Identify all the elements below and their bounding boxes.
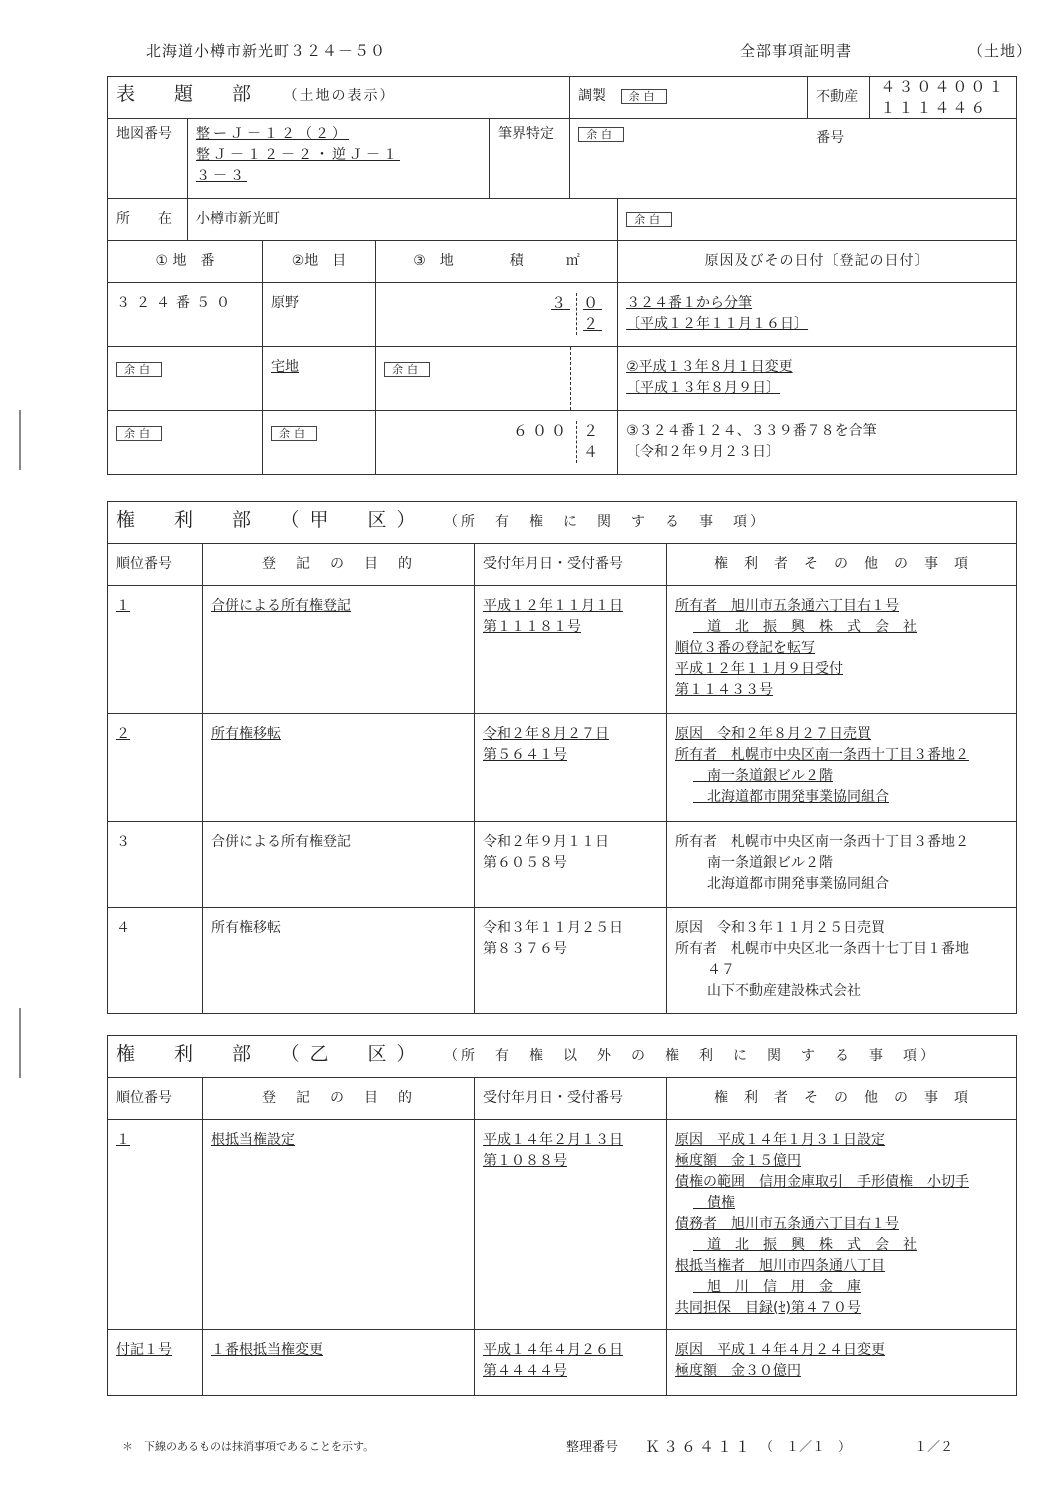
detail-line: 根抵当権者 旭川市四条通八丁目	[675, 1258, 885, 1274]
receipt-no: 第４４４４号	[483, 1363, 567, 1379]
footer-page: １／２	[914, 1440, 954, 1455]
footer-ref-label: 整理番号	[566, 1440, 619, 1455]
kouku-subtitle: （所 有 権 に 関 す る 事 項）	[443, 514, 767, 530]
detail-line: 山下不動産建設株式会社	[693, 983, 861, 999]
detail-line: 南一条道銀ビル２階	[693, 768, 833, 784]
kouku-row	[108, 586, 1017, 714]
otsuku-row	[108, 1120, 1017, 1330]
kouku-row	[108, 714, 1017, 822]
map-line: 整ーＪ－１２（２）	[196, 126, 349, 142]
detail-line: 債務者 旭川市五条通六丁目右１号	[675, 1216, 899, 1232]
receipt-date: 令和２年８月２７日	[483, 726, 609, 742]
rank: 付記１号	[108, 1330, 203, 1396]
realty-no-label: 不動産番号	[808, 77, 870, 118]
col-chiban: ① 地 番	[108, 241, 263, 283]
hyodai-row	[108, 347, 1017, 411]
area-dec: ２４	[576, 421, 617, 463]
location-label: 所 在	[108, 199, 188, 241]
col-rank: 順位番号	[108, 544, 203, 586]
map-label: 地図番号	[108, 119, 188, 199]
chimoku-box: 余白	[271, 426, 317, 441]
col-purpose: 登 記 の 目 的	[203, 1078, 475, 1120]
detail-line: 極度額 金１５億円	[675, 1153, 801, 1169]
col-chimoku: ②地 目	[263, 241, 376, 283]
receipt-date: 平成１４年４月２６日	[483, 1342, 623, 1358]
receipt-date: 令和２年９月１１日	[483, 834, 609, 850]
purpose: 所有権移転	[203, 714, 475, 822]
receipt-no: 第８３７６号	[483, 941, 567, 957]
detail-line: 道 北 振 興 株 式 会 社	[693, 619, 917, 635]
receipt-date: 平成１４年２月１３日	[483, 1132, 623, 1148]
detail-line: 所有者 札幌市中央区北一条西十七丁目１番地	[675, 941, 969, 957]
detail-line: 極度額 金３０億円	[675, 1363, 801, 1379]
realty-no: ４３０４００１１１１４４６	[880, 77, 1007, 117]
otsuku-table	[107, 1035, 1017, 1396]
rank: ４	[108, 908, 203, 1014]
purpose: 合併による所有権登記	[203, 586, 475, 714]
detail-line: 原因 令和３年１１月２５日売買	[675, 920, 885, 936]
col-receipt: 受付年月日・受付番号	[475, 544, 667, 586]
hyodai-table	[107, 76, 1017, 475]
col-details: 権 利 者 そ の 他 の 事 項	[667, 544, 1017, 586]
area-int: ３	[551, 294, 571, 312]
hyodai-row	[108, 283, 1017, 347]
otsuku-subtitle: （所 有 権 以 外 の 権 利 に 関 す る 事 項）	[443, 1048, 937, 1064]
location-box: 余白	[626, 212, 672, 227]
purpose: 合併による所有権登記	[203, 822, 475, 908]
location-value: 小樽市新光町	[188, 199, 618, 241]
col-area: ③ 地 積 ㎡	[376, 241, 618, 283]
header-doc-title: 全部事項証明書	[740, 42, 853, 60]
kouku-row	[108, 908, 1017, 1014]
col-purpose: 登 記 の 目 的	[203, 544, 475, 586]
detail-line: 原因 令和２年８月２７日売買	[675, 726, 871, 742]
kyokai-label: 筆界特定	[490, 119, 570, 199]
receipt-date: 平成１２年１１月１日	[483, 598, 623, 614]
purpose: 所有権移転	[203, 908, 475, 1014]
chiban: ３２４番５０	[108, 283, 263, 347]
col-cause: 原因及びその日付〔登記の日付〕	[618, 241, 1017, 283]
kouku-title: 権 利 部 （甲 区）	[116, 509, 426, 531]
rank: ３	[108, 822, 203, 908]
cause-line: 〔令和２年９月２３日〕	[626, 444, 781, 460]
detail-line: 第１１４３３号	[675, 682, 773, 698]
header-land-type: （土地）	[968, 42, 1033, 60]
col-details: 権 利 者 そ の 他 の 事 項	[667, 1078, 1017, 1120]
area-int: ６００	[513, 422, 571, 440]
chimoku: 原野	[263, 283, 376, 347]
col-receipt: 受付年月日・受付番号	[475, 1078, 667, 1120]
purpose: 根抵当権設定	[203, 1120, 475, 1330]
map-line: 整Ｊ－１２－２・逆Ｊ－１	[196, 147, 400, 163]
detail-line: 順位３番の登記を転写	[675, 640, 815, 656]
otsuku-row	[108, 1330, 1017, 1396]
header-address: 北海道小樽市新光町３２４－５０	[146, 42, 387, 60]
receipt-date: 令和３年１１月２５日	[483, 920, 623, 936]
footer-note: ＊ 下線のあるものは抹消事項であることを示す。	[122, 1440, 375, 1453]
cause-line: ③３２４番１２４、３３９番７８を合筆	[626, 423, 877, 439]
detail-line: 債権の範囲 信用金庫取引 手形債権 小切手	[675, 1174, 969, 1190]
scan-mark	[19, 1008, 21, 1078]
chimoku: 宅地	[263, 347, 376, 411]
detail-line: 共同担保 目録(ｾ)第４７０号	[675, 1300, 861, 1316]
chosei-label: 調製	[578, 88, 607, 104]
receipt-no: 第６０５８号	[483, 855, 567, 871]
kouku-table	[107, 501, 1017, 1014]
col-rank: 順位番号	[108, 1078, 203, 1120]
detail-line: 所有者 旭川市五条通六丁目右１号	[675, 598, 899, 614]
hyodai-subtitle: （土地の表示）	[283, 88, 396, 104]
detail-line: 北海道都市開発事業協同組合	[693, 789, 889, 805]
hyodai-title: 表 題 部	[116, 83, 262, 105]
detail-line: 道 北 振 興 株 式 会 社	[693, 1237, 917, 1253]
chosei-value: 余白	[621, 89, 667, 104]
detail-line: 原因 平成１４年４月２４日変更	[675, 1342, 885, 1358]
chiban-box: 余白	[116, 362, 162, 377]
footer-ref-part: （ １／１ ）	[760, 1440, 852, 1455]
cause-line: ３２４番１から分筆	[626, 295, 753, 311]
rank: ２	[108, 714, 203, 822]
chiban-box: 余白	[116, 426, 162, 441]
area-dec: ０２	[576, 293, 617, 335]
cause-line: ②平成１３年８月１日変更	[626, 359, 793, 375]
detail-line: 旭 川 信 用 金 庫	[693, 1279, 861, 1295]
receipt-no: 第１１１８１号	[483, 619, 581, 635]
kouku-row	[108, 822, 1017, 908]
area-box: 余白	[384, 362, 430, 377]
scan-mark	[19, 410, 21, 470]
detail-line: 南一条道銀ビル２階	[693, 855, 833, 871]
footer-ref-no: Ｋ３６４１１	[645, 1438, 754, 1456]
receipt-no: 第５６４１号	[483, 747, 567, 763]
kyokai-value: 余白	[578, 127, 624, 142]
rank: １	[108, 1120, 203, 1330]
map-line: ３－３	[196, 168, 247, 184]
detail-line: 原因 平成１４年１月３１日設定	[675, 1132, 885, 1148]
hyodai-row	[108, 411, 1017, 475]
cause-line: 〔平成１３年８月９日〕	[626, 380, 781, 396]
otsuku-title: 権 利 部 （乙 区）	[116, 1043, 426, 1065]
cause-line: 〔平成１２年１１月１６日〕	[626, 316, 809, 332]
receipt-no: 第１０８８号	[483, 1153, 567, 1169]
detail-line: 北海道都市開発事業協同組合	[693, 876, 889, 892]
purpose: １番根抵当権変更	[203, 1330, 475, 1396]
detail-line: 所有者 札幌市中央区南一条西十丁目３番地２	[675, 834, 969, 850]
rank: １	[108, 586, 203, 714]
detail-line: ４７	[693, 962, 735, 978]
detail-line: 平成１２年１１月９日受付	[675, 661, 843, 677]
detail-line: 債権	[693, 1195, 735, 1211]
detail-line: 所有者 札幌市中央区南一条西十丁目３番地２	[675, 747, 969, 763]
